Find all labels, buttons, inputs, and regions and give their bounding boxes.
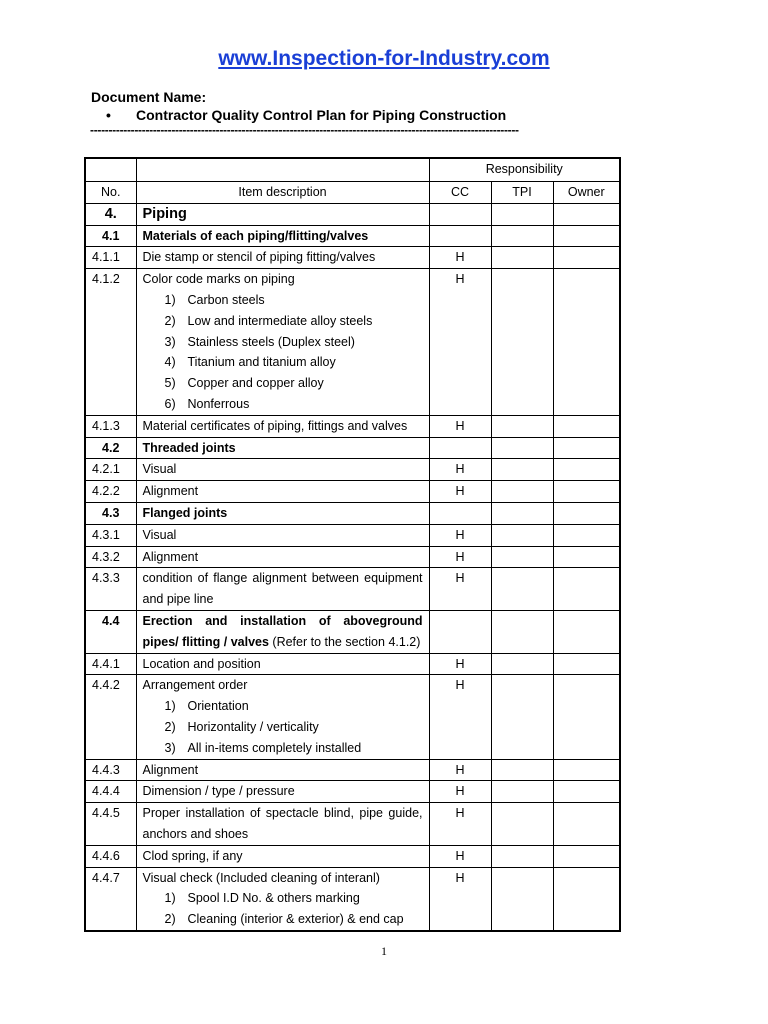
item-number: 4.4.5 bbox=[85, 803, 136, 846]
item-number: 4.1.3 bbox=[85, 415, 136, 437]
list-item: 4) Titanium and titanium alloy bbox=[164, 355, 336, 370]
header-empty-cell bbox=[136, 158, 429, 182]
list-item: 1) Spool I.D No. & others marking bbox=[164, 891, 360, 906]
subsection-number: 4.1 bbox=[85, 225, 136, 247]
cc-value: H bbox=[429, 481, 491, 503]
header-empty-cell bbox=[85, 158, 136, 182]
list-item: 5) Copper and copper alloy bbox=[164, 376, 324, 391]
subsection-row bbox=[85, 610, 620, 653]
table-row bbox=[85, 524, 620, 546]
item-number: 4.3.3 bbox=[85, 568, 136, 611]
cc-value: H bbox=[429, 867, 491, 931]
cc-value: H bbox=[429, 845, 491, 867]
item-description: Clod spring, if any bbox=[136, 845, 429, 867]
section-title: Piping bbox=[136, 203, 429, 225]
list-item: 6) Nonferrous bbox=[164, 396, 250, 411]
cc-value: H bbox=[429, 459, 491, 481]
item-description: Alignment bbox=[136, 481, 429, 503]
table-row bbox=[85, 845, 620, 867]
table-row bbox=[85, 675, 620, 759]
item-number: 4.4.7 bbox=[85, 867, 136, 931]
cc-value: H bbox=[429, 675, 491, 759]
item-number: 4.4.6 bbox=[85, 845, 136, 867]
col-header-owner: Owner bbox=[553, 182, 620, 204]
subsection-number: 4.3 bbox=[85, 502, 136, 524]
list-item: 1) Orientation bbox=[164, 699, 249, 714]
header-row-group bbox=[85, 158, 620, 182]
table-row bbox=[85, 568, 620, 611]
subsection-note: (Refer to the section 4.1.2) bbox=[268, 634, 421, 649]
table-row bbox=[85, 653, 620, 675]
table-row bbox=[85, 803, 620, 846]
list-item: 3) All in-items completely installed bbox=[164, 740, 362, 755]
item-number: 4.4.4 bbox=[85, 781, 136, 803]
responsibility-header: Responsibility bbox=[429, 158, 620, 182]
table-row bbox=[85, 546, 620, 568]
document-name bbox=[106, 107, 506, 123]
website-link[interactable]: www.Inspection-for-Industry.com bbox=[218, 47, 550, 70]
item-description: Location and position bbox=[136, 653, 429, 675]
cc-value: H bbox=[429, 781, 491, 803]
item-description bbox=[136, 867, 429, 931]
list-item: 1) Carbon steels bbox=[164, 292, 265, 307]
item-description: Proper installation of spectacle blind, pipe guide, anchors and shoes bbox=[136, 803, 429, 846]
item-description bbox=[136, 269, 429, 416]
subsection-title bbox=[136, 610, 429, 653]
item-description: Die stamp or stencil of piping fitting/valves bbox=[136, 247, 429, 269]
item-number: 4.3.1 bbox=[85, 524, 136, 546]
item-number: 4.1.1 bbox=[85, 247, 136, 269]
sub-item-list bbox=[143, 888, 423, 930]
cc-value: H bbox=[429, 247, 491, 269]
item-description: Dimension / type / pressure bbox=[136, 781, 429, 803]
subsection-title: Threaded joints bbox=[136, 437, 429, 459]
table-row bbox=[85, 759, 620, 781]
subsection-title-text: Erection and installation of aboveground pipes/ flitting / valves bbox=[142, 613, 423, 649]
cc-value: H bbox=[429, 524, 491, 546]
table-row bbox=[85, 481, 620, 503]
cc-value: H bbox=[429, 759, 491, 781]
item-number: 4.4.1 bbox=[85, 653, 136, 675]
bullet-icon: • bbox=[106, 107, 111, 123]
list-item: 2) Cleaning (interior & exterior) & end cap bbox=[164, 912, 404, 927]
col-header-description: Item description bbox=[136, 182, 429, 204]
subsection-row bbox=[85, 437, 620, 459]
list-item: 2) Low and intermediate alloy steels bbox=[164, 313, 373, 328]
cc-value: H bbox=[429, 568, 491, 611]
item-description: Visual bbox=[136, 524, 429, 546]
item-number: 4.4.3 bbox=[85, 759, 136, 781]
table-row bbox=[85, 415, 620, 437]
sub-item-list bbox=[143, 696, 423, 758]
sub-item-list bbox=[143, 290, 423, 415]
cc-value: H bbox=[429, 269, 491, 416]
separator-line: -------------------------------------------------------------------------------------------------------------------- bbox=[90, 123, 519, 137]
page-number: 1 bbox=[381, 944, 387, 958]
subsection-number: 4.2 bbox=[85, 437, 136, 459]
subsection-number: 4.4 bbox=[85, 610, 136, 653]
item-number: 4.1.2 bbox=[85, 269, 136, 416]
item-number: 4.2.2 bbox=[85, 481, 136, 503]
item-description: Alignment bbox=[136, 546, 429, 568]
document-name-text: Contractor Quality Control Plan for Piping Construction bbox=[136, 107, 507, 123]
subsection-title: Materials of each piping/flitting/valves bbox=[136, 225, 429, 247]
table-row bbox=[85, 867, 620, 931]
document-name-label: Document Name: bbox=[91, 89, 207, 105]
item-description: Material certificates of piping, fittings and valves bbox=[136, 415, 429, 437]
item-description-text: Arrangement order bbox=[142, 678, 248, 693]
header-row bbox=[85, 182, 620, 204]
table-row bbox=[85, 781, 620, 803]
section-row bbox=[85, 203, 620, 225]
subsection-title: Flanged joints bbox=[136, 502, 429, 524]
col-header-cc: CC bbox=[429, 182, 491, 204]
list-item: 2) Horizontality / verticality bbox=[164, 719, 319, 734]
item-number: 4.3.2 bbox=[85, 546, 136, 568]
list-item: 3) Stainless steels (Duplex steel) bbox=[164, 334, 355, 349]
item-description: Alignment bbox=[136, 759, 429, 781]
table-row bbox=[85, 269, 620, 416]
item-description bbox=[136, 675, 429, 759]
cc-value: H bbox=[429, 803, 491, 846]
cc-value: H bbox=[429, 415, 491, 437]
item-description: Visual bbox=[136, 459, 429, 481]
item-description-text: Color code marks on piping bbox=[142, 272, 295, 287]
item-description-text: Visual check (Included cleaning of interanl) bbox=[142, 870, 380, 885]
quality-control-table bbox=[84, 157, 621, 932]
cc-value: H bbox=[429, 546, 491, 568]
table-row bbox=[85, 459, 620, 481]
col-header-no: No. bbox=[85, 182, 136, 204]
cc-value: H bbox=[429, 653, 491, 675]
item-number: 4.2.1 bbox=[85, 459, 136, 481]
item-number: 4.4.2 bbox=[85, 675, 136, 759]
table-row bbox=[85, 247, 620, 269]
subsection-row bbox=[85, 502, 620, 524]
section-number: 4. bbox=[85, 203, 136, 225]
col-header-tpi: TPI bbox=[491, 182, 553, 204]
item-description: condition of flange alignment between equipment and pipe line bbox=[136, 568, 429, 611]
subsection-row bbox=[85, 225, 620, 247]
